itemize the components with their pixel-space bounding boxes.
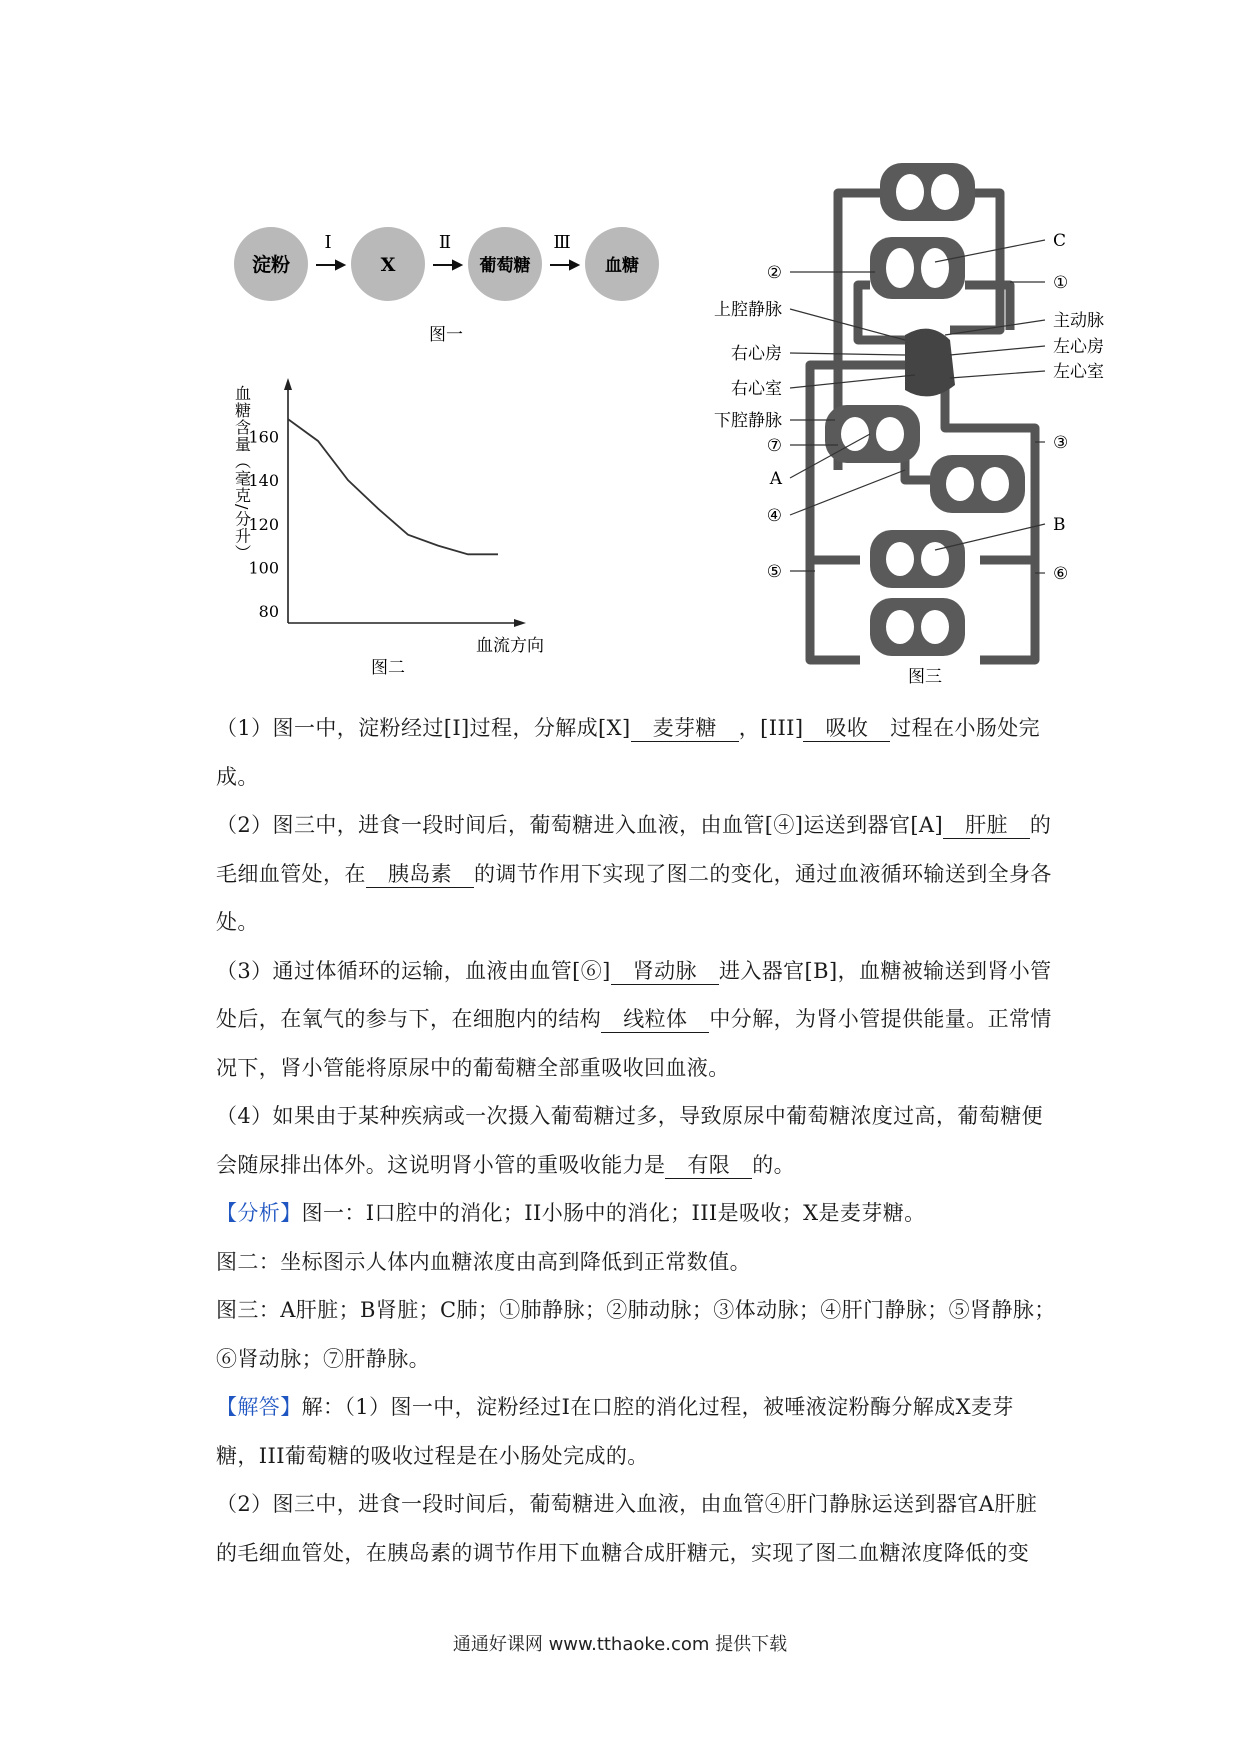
node-label: 血糖: [605, 256, 639, 276]
series-line: [288, 419, 498, 554]
label-right-atrium: 右心房: [731, 344, 782, 364]
organ-lower-body: [870, 598, 965, 656]
node-label: 葡萄糖: [479, 256, 531, 276]
label-2: ②: [766, 263, 782, 283]
organ-detail: [886, 542, 914, 576]
answer-blank: 线粒体: [601, 1006, 709, 1033]
text-segment: 的调节作用下实现了图二的变化，通过血液循环输送到全身各处。: [216, 861, 1052, 934]
label-left-ventricle: 左心室: [1053, 362, 1104, 382]
label-3: ③: [1053, 433, 1069, 453]
label-left-atrium: 左心房: [1053, 337, 1104, 357]
question-text: [216, 704, 1056, 1577]
label-right-ventricle: 右心室: [731, 379, 782, 399]
organ-detail: [886, 248, 914, 288]
organ-detail: [946, 467, 974, 501]
label-aorta: 主动脉: [1053, 311, 1104, 331]
label-b: B: [1053, 515, 1066, 535]
y-tick-label: 120: [248, 514, 279, 534]
answer-blank: 有限: [665, 1152, 752, 1179]
label-7: ⑦: [766, 436, 782, 456]
label-superior-vena-cava: 上腔静脉: [714, 300, 782, 320]
answer-blank: 胰岛素: [366, 861, 474, 888]
y-tick-label: 140: [248, 471, 279, 491]
question-1: [216, 704, 1056, 801]
text-segment: 图一：I口腔中的消化；II小肠中的消化；III是吸收；X是麦芽糖。: [301, 1201, 926, 1225]
answer-blank: 吸收: [803, 715, 890, 742]
label-a: A: [769, 469, 782, 489]
step-label: Ⅰ: [324, 232, 332, 253]
fig1-diagram: [234, 227, 659, 345]
fig3-caption: 图三: [908, 667, 942, 687]
leader-line: [790, 353, 905, 355]
label-1: ①: [1053, 273, 1069, 293]
organ-detail: [896, 174, 924, 210]
text-segment: 中分解，为肾小管提供能量。正常情况下，肾小管能将原尿中的葡萄糖全部重吸收回血液。: [216, 1007, 1052, 1080]
organ-detail: [921, 248, 949, 288]
text-segment: 解：（1）图一中，淀粉经过I在口腔的消化过程，被唾液淀粉酶分解成X麦芽糖，III葡萄糖的吸收过程是在小肠处完成的。: [216, 1395, 1014, 1468]
answer-blank: 麦芽糖: [631, 715, 739, 742]
label-4: ④: [766, 506, 782, 526]
organ-detail: [981, 467, 1009, 501]
label-c: C: [1053, 231, 1067, 251]
figures-svg: [0, 0, 1240, 700]
analysis-tag: 【分析】: [216, 1201, 302, 1225]
organ-detail: [931, 174, 959, 210]
node-label: 淀粉: [251, 254, 291, 276]
x-axis-label: 血流方向: [476, 636, 544, 656]
text-segment: （1）图一中，淀粉经过[Ⅰ]过程，分解成[X]: [216, 716, 631, 740]
fig1-caption: 图一: [429, 325, 463, 345]
organ-detail: [921, 610, 949, 644]
page-footer: 通通好课网 www.tthaoke.com 提供下载: [452, 1634, 788, 1655]
analysis-line-3: 图三：A肝脏；B肾脏；C肺；①肺静脉；②肺动脉；③体动脉；④肝门静脉；⑤肾静脉；⑥肾动脉；⑦肝静脉。: [216, 1298, 1056, 1371]
answer-paragraph-1: [216, 1383, 1056, 1480]
organ-group: [825, 163, 1025, 656]
answer-blank: 肾动脉: [611, 958, 719, 985]
text-segment: （2）图三中，进食一段时间后，葡萄糖进入血液，由血管[④]运送到器官[A]: [216, 813, 944, 837]
leader-line: [790, 309, 905, 340]
y-tick-label: 160: [248, 427, 279, 447]
heart-shape: [905, 329, 955, 397]
text-segment: 的毛细血管处，在: [216, 813, 1052, 886]
answer-blank: 肝脏: [943, 812, 1030, 839]
fig3-circulation-diagram: [714, 163, 1104, 687]
fig2-caption: 图二: [371, 658, 405, 678]
label-6: ⑥: [1053, 564, 1069, 584]
text-segment: 的。: [752, 1152, 796, 1177]
organ-head: [880, 163, 975, 221]
organ-detail: [841, 417, 869, 451]
organ-lung-c: [870, 237, 965, 299]
answer-paragraph-2: （2）图三中，进食一段时间后，葡萄糖进入血液，由血管④肝门静脉运送到器官A肝脏的毛细血管处，在胰岛素的调节作用下血糖合成肝糖元，实现了图二血糖浓度降低的变: [216, 1492, 1038, 1565]
question-3: [216, 947, 1056, 1093]
label-inferior-vena-cava: 下腔静脉: [714, 411, 782, 431]
y-tick-label: 100: [248, 558, 279, 578]
question-4: [216, 1092, 1056, 1189]
text-segment: （4）如果由于某种疾病或一次摄入葡萄糖过多，导致原尿中葡萄糖浓度过高，葡萄糖便会随尿排出体外。这说明肾小管的重吸收能力是: [216, 1104, 1043, 1177]
answer-tag: 【解答】: [216, 1395, 302, 1419]
leader-line: [950, 346, 1045, 355]
arrow-head: [570, 261, 578, 269]
step-label: Ⅲ: [553, 232, 571, 253]
step-label: Ⅱ: [438, 232, 452, 253]
y-tick-label: 80: [258, 602, 279, 621]
analysis-line-2: 图二：坐标图示人体内血糖浓度由高到降低到正常数值。: [216, 1249, 751, 1274]
figure-area: [0, 0, 1240, 700]
arrow-head: [336, 261, 344, 269]
text-segment: 过程在小肠处完成。: [216, 716, 1041, 789]
text-segment: ，[III]: [738, 716, 804, 740]
organ-detail: [886, 610, 914, 644]
organ-liver-a: [825, 405, 920, 463]
question-2: [216, 801, 1056, 947]
organ-kidney-b: [870, 530, 965, 588]
y-axis-label: 血糖含量（毫克/分升）: [232, 385, 252, 562]
leader-line: [950, 371, 1045, 378]
analysis-line-1: [216, 1189, 1056, 1238]
text-segment: （3）通过体循环的运输，血液由血管[⑥]: [216, 958, 611, 983]
fig2-chart: [233, 378, 545, 678]
organ-detail: [876, 417, 904, 451]
arrow-head: [453, 261, 461, 269]
label-5: ⑤: [766, 562, 782, 582]
x-axis-arrow: [514, 619, 526, 627]
organ-intestine: [930, 455, 1025, 513]
y-axis-arrow: [284, 378, 292, 390]
node-label: X: [380, 254, 396, 276]
text-segment: 进入器官[B]，血糖被输送到肾小管处后，在氧气的参与下，在细胞内的结构: [216, 958, 1052, 1031]
